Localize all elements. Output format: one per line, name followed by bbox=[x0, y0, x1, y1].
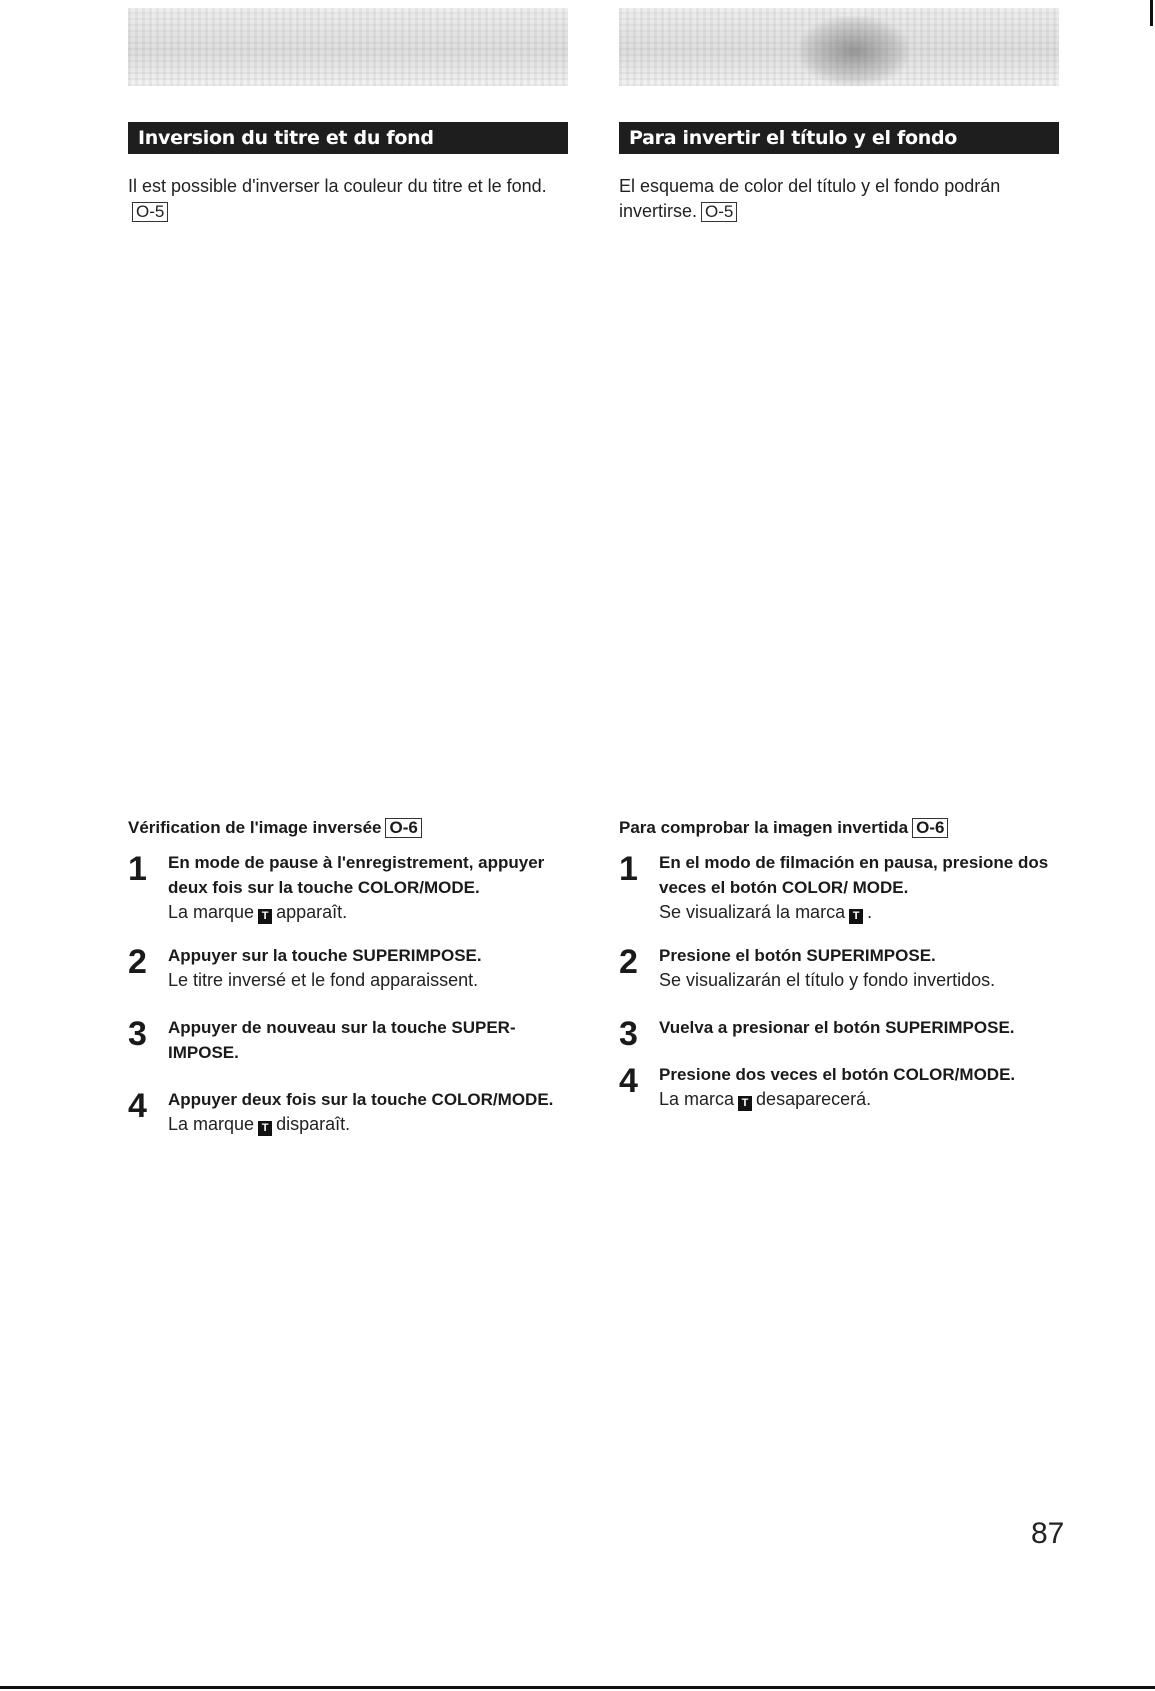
step-number: 1 bbox=[619, 850, 638, 888]
step-instruction: Presione el botón SUPERIMPOSE. bbox=[659, 946, 936, 965]
step-result bbox=[659, 1087, 1059, 1112]
section-title-spanish: Para invertir el título y el fondo bbox=[619, 122, 1059, 154]
step-item bbox=[619, 1015, 1059, 1053]
intro-text: El esquema de color del título y el fondo podrán invertirse. bbox=[619, 176, 1001, 221]
step-result-text: La marque bbox=[168, 902, 255, 922]
t-mark-icon: T bbox=[738, 1096, 752, 1111]
subheading-french bbox=[128, 816, 568, 840]
t-mark-icon: T bbox=[258, 909, 272, 924]
intro-text: Il est possible d'inverser la couleur du titre et le fond. bbox=[128, 176, 547, 196]
step-instruction: Vuelva a presionar el botón SUPERIMPOSE. bbox=[659, 1018, 1015, 1037]
step-result-text: Se visualizará la marca bbox=[659, 902, 846, 922]
step-number: 3 bbox=[619, 1015, 638, 1053]
step-instruction: En mode de pause à l'enregistrement, appuyer deux fois sur la touche COLOR/MODE. bbox=[168, 853, 545, 897]
intro-french bbox=[128, 174, 558, 224]
step-result-text: apparaît. bbox=[276, 902, 348, 922]
step-result: Se visualizarán el título y fondo invertidos. bbox=[659, 970, 996, 990]
step-result-text: desaparecerá. bbox=[756, 1089, 872, 1109]
steps-spanish bbox=[619, 850, 1059, 1112]
step-item bbox=[128, 943, 568, 993]
step-number: 1 bbox=[128, 850, 147, 888]
step-result bbox=[168, 900, 568, 925]
intro-spanish bbox=[619, 174, 1049, 224]
step-item bbox=[619, 850, 1059, 925]
step-item bbox=[619, 1062, 1059, 1112]
step-item bbox=[128, 1087, 568, 1137]
step-instruction: Presione dos veces el botón COLOR/MODE. bbox=[659, 1065, 1016, 1084]
step-number: 3 bbox=[128, 1015, 147, 1053]
step-result bbox=[659, 900, 1059, 925]
step-result: Le titre inversé et le fond apparaissent. bbox=[168, 970, 479, 990]
header-photo-left bbox=[128, 8, 568, 86]
subheading-text: Para comprobar la imagen invertida bbox=[619, 818, 909, 837]
t-mark-icon: T bbox=[849, 909, 863, 924]
t-mark-icon: T bbox=[258, 1121, 272, 1136]
ref-box: O-5 bbox=[132, 202, 168, 222]
ref-box: O-6 bbox=[385, 818, 421, 838]
ref-box: O-5 bbox=[701, 202, 737, 222]
step-number: 2 bbox=[619, 943, 638, 981]
step-result-text: La marque bbox=[168, 1114, 255, 1134]
step-number: 4 bbox=[128, 1087, 147, 1125]
bottom-rule bbox=[0, 1686, 1155, 1689]
ref-box: O-6 bbox=[912, 818, 948, 838]
step-instruction: En el modo de filmación en pausa, presione dos veces el botón COLOR/ MODE. bbox=[659, 853, 1049, 897]
step-item bbox=[619, 943, 1059, 993]
step-item bbox=[128, 850, 568, 925]
step-instruction: Appuyer deux fois sur la touche COLOR/MODE. bbox=[168, 1090, 554, 1109]
page-number: 87 bbox=[1031, 1517, 1065, 1550]
crop-edge-mark bbox=[1150, 0, 1153, 26]
step-instruction: Appuyer de nouveau sur la touche SUPER-IMPOSE. bbox=[168, 1018, 516, 1062]
step-result-text: disparaît. bbox=[276, 1114, 351, 1134]
subheading-spanish bbox=[619, 816, 1059, 840]
step-result bbox=[168, 1112, 568, 1137]
step-result-text: La marca bbox=[659, 1089, 735, 1109]
steps-french bbox=[128, 850, 568, 1137]
subheading-text: Vérification de l'image inversée bbox=[128, 818, 382, 837]
step-number: 2 bbox=[128, 943, 147, 981]
step-number: 4 bbox=[619, 1062, 638, 1100]
step-result-text: . bbox=[867, 902, 873, 922]
header-photo-right bbox=[619, 8, 1059, 86]
step-instruction: Appuyer sur la touche SUPERIMPOSE. bbox=[168, 946, 482, 965]
step-item bbox=[128, 1015, 568, 1065]
section-title-french: Inversion du titre et du fond bbox=[128, 122, 568, 154]
